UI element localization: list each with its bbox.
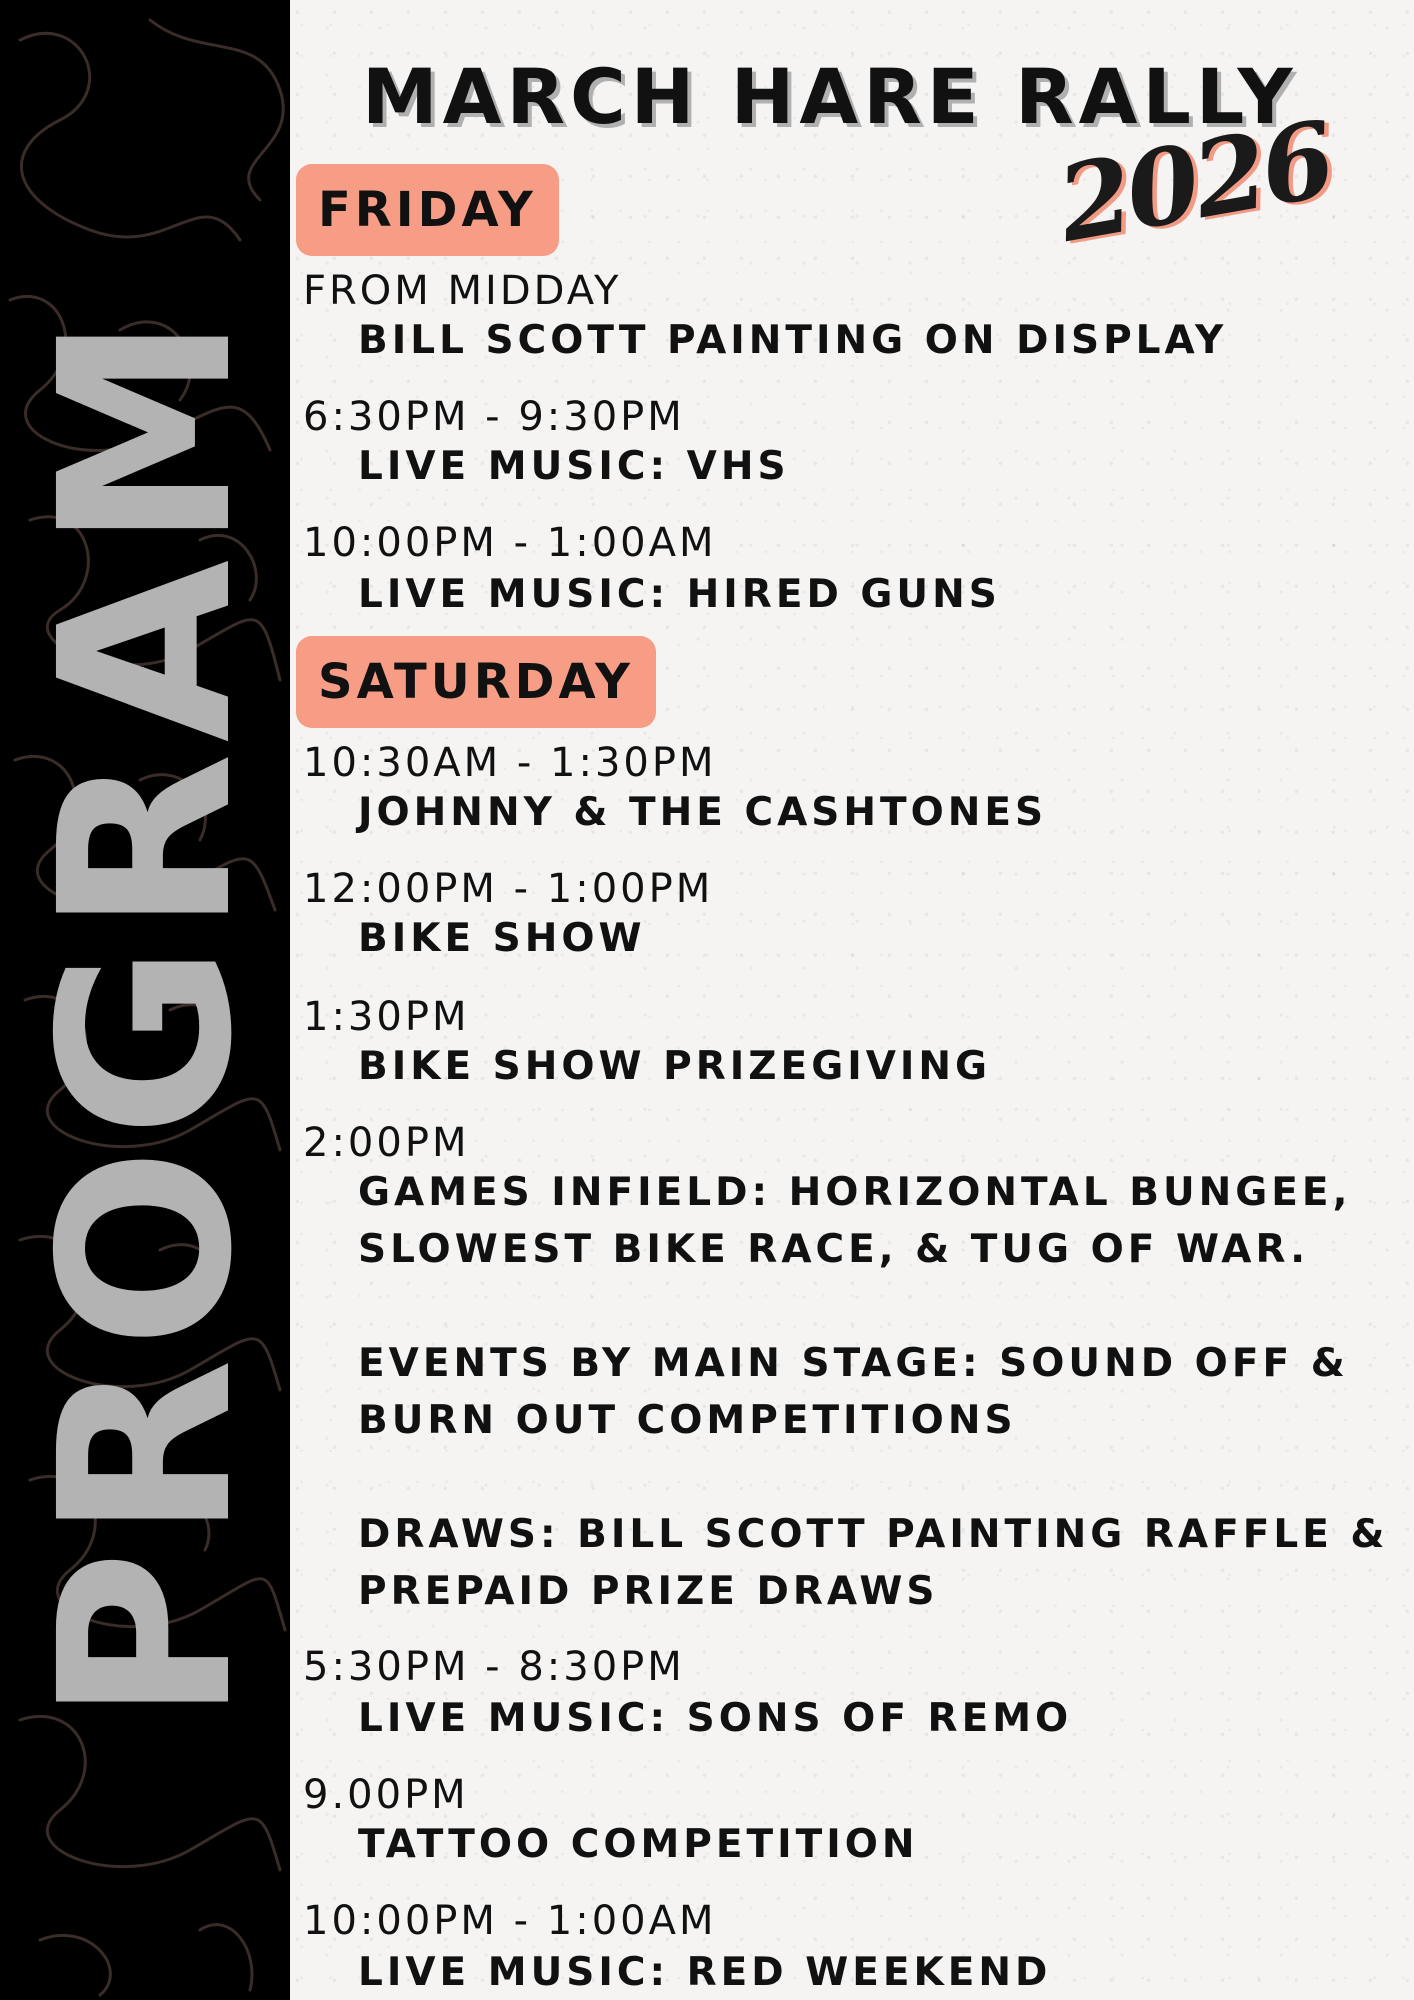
event-title: BURN OUT COMPETITIONS [358,1398,1017,1443]
event-time: 10:00PM - 1:00AM [303,520,717,566]
event-time: 6:30PM - 9:30PM [303,394,685,440]
event-time: 10:00PM - 1:00AM [303,1898,717,1944]
event-title: TATTOO COMPETITION [358,1822,919,1867]
event-title: DRAWS: BILL SCOTT PAINTING RAFFLE & [358,1512,1389,1557]
event-time: FROM MIDDAY [303,268,622,314]
event-title: SLOWEST BIKE RACE, & TUG OF WAR. [358,1227,1310,1272]
event-time: 2:00PM [303,1120,470,1166]
event-title: LIVE MUSIC: SONS OF REMO [358,1696,1073,1741]
event-title: JOHNNY & THE CASHTONES [358,790,1048,835]
event-time: 10:30AM - 1:30PM [303,740,717,786]
event-title: PREPAID PRIZE DRAWS [358,1569,939,1614]
event-time: 12:00PM - 1:00PM [303,866,714,912]
event-time: 9.00PM [303,1772,469,1818]
event-title: BILL SCOTT PAINTING ON DISPLAY [358,318,1228,363]
day-badge-friday: FRIDAY [296,164,559,256]
event-title: EVENTS BY MAIN STAGE: SOUND OFF & [358,1341,1349,1386]
year-label: 2026 [1049,97,1341,266]
event-title: LIVE MUSIC: VHS [358,444,790,489]
sidebar [0,0,290,2000]
event-title: BIKE SHOW PRIZEGIVING [358,1044,992,1089]
page-title: MARCH HARE RALLY [362,52,1298,141]
day-badge-saturday: SATURDAY [296,636,656,728]
event-time: 5:30PM - 8:30PM [303,1644,685,1690]
event-title: GAMES INFIELD: HORIZONTAL BUNGEE, [358,1170,1352,1215]
event-title: LIVE MUSIC: RED WEEKEND [358,1950,1052,1995]
event-title: BIKE SHOW [358,916,646,961]
event-time: 1:30PM [303,994,470,1040]
event-title: LIVE MUSIC: HIRED GUNS [358,572,1001,617]
program-vertical-title: PROGRAM [9,304,284,1724]
